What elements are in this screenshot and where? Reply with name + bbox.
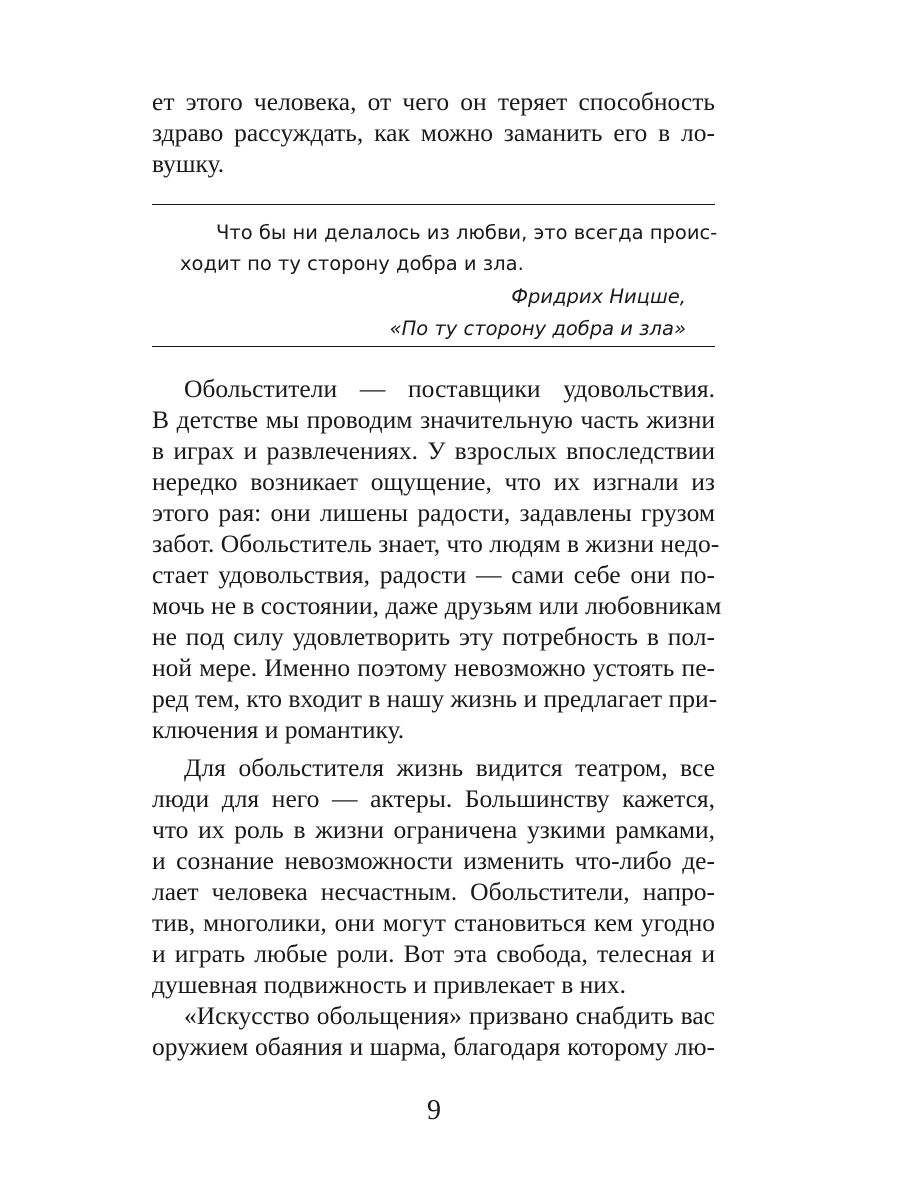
paragraph-line: лает человека несчастным. Обольстители, напро- xyxy=(152,877,715,906)
page-number: 9 xyxy=(427,1095,441,1126)
intro-line: вушку. xyxy=(152,149,225,178)
epigraph-top-rule xyxy=(152,204,715,205)
paragraph-line: душевная подвижность и привлекает в них. xyxy=(152,970,627,999)
paragraph-line: тив, многолики, они могут становиться кем угодно xyxy=(152,908,715,937)
epigraph-line: ходит по ту сторону добра и зла. xyxy=(180,252,524,275)
intro-line: здраво рассуждать, как можно заманить его в ло- xyxy=(152,118,715,147)
paragraph-line: Для обольстителя жизнь видится театром, все xyxy=(184,753,715,782)
epigraph-source: «По ту сторону добра и зла» xyxy=(389,317,686,340)
epigraph-line: Что бы ни делалось из любви, это всегда проис- xyxy=(216,221,718,244)
paragraph-line: оружием обаяния и шарма, благодаря которому лю- xyxy=(152,1032,715,1061)
paragraph-line: что их роль в жизни ограничена узкими рамками, xyxy=(152,815,715,844)
paragraph-line: и играть любые роли. Вот эта свобода, телесная и xyxy=(152,939,715,968)
paragraph-line: В детстве мы проводим значительную часть жизни xyxy=(152,405,715,434)
paragraph-line: нередко возникает ощущение, что их изгнали из xyxy=(152,467,715,496)
paragraph-line: забот. Обольститель знает, что людям в жизни недо- xyxy=(152,529,720,558)
paragraph-line: этого рая: они лишены радости, задавлены грузом xyxy=(152,498,715,527)
paragraph-line: ключения и романтику. xyxy=(152,715,405,744)
paragraph-line: не под силу удовлетворить эту потребность в пол- xyxy=(152,622,715,651)
paragraph-line: ной мере. Именно поэтому невозможно устоять пе- xyxy=(152,653,715,682)
epigraph-bottom-rule xyxy=(152,346,715,347)
paragraph-line: в играх и развлечениях. У взрослых впоследствии xyxy=(152,436,715,465)
paragraph-line: «Искусство обольщения» призвано снабдить вас xyxy=(184,1001,715,1030)
paragraph-line: люди для него — актеры. Большинству кажется, xyxy=(152,784,715,813)
paragraph-line: стает удовольствия, радости — сами себе они по- xyxy=(152,560,715,589)
paragraph-line: Обольстители — поставщики удовольствия. xyxy=(184,374,715,403)
intro-line: ет этого человека, от чего он теряет способность xyxy=(152,87,715,116)
paragraph-line: ред тем, кто входит в нашу жизнь и предлагает при- xyxy=(152,684,718,713)
paragraph-line: мочь не в состоянии, даже друзьям или любовникам xyxy=(152,591,722,620)
epigraph-author: Фридрих Ницше, xyxy=(511,285,686,308)
paragraph-line: и сознание невозможности изменить что-либо де- xyxy=(152,846,715,875)
